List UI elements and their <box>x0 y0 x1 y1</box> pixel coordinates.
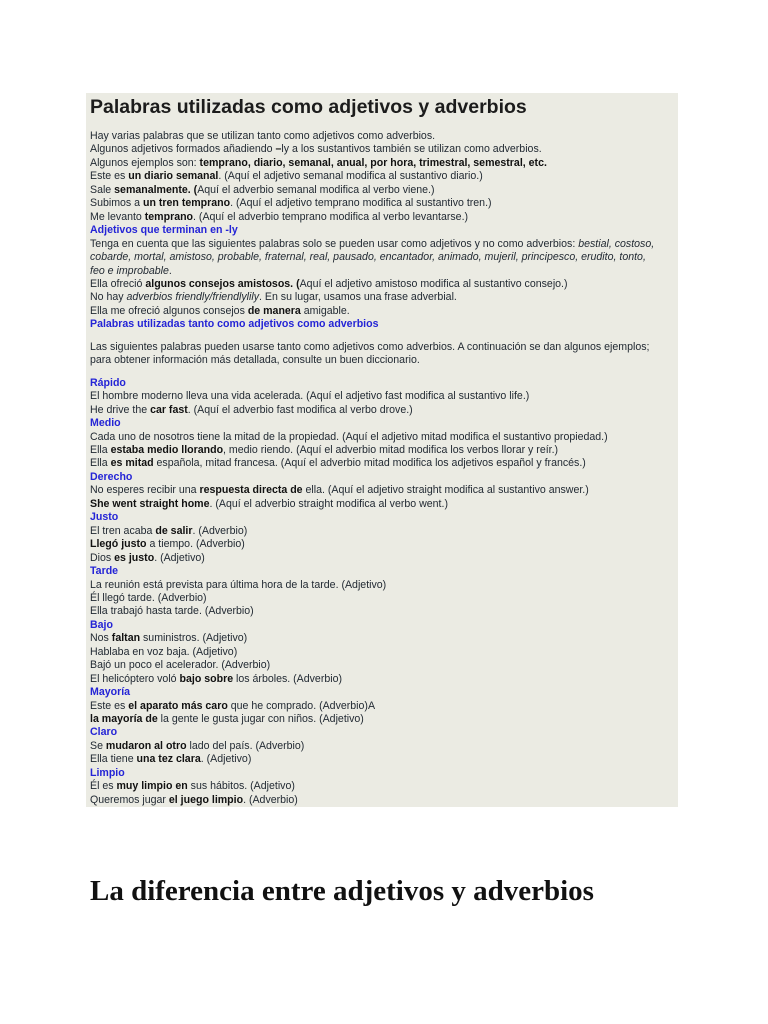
section-heading: Mayoría <box>90 686 131 699</box>
text-segment: Tenga en cuenta que las siguientes palabras solo se pueden usar como adjetivos y no como adverbios: <box>90 237 579 250</box>
text-segment: Algunos adjetivos formados añadiendo <box>90 143 276 156</box>
bold-text: de manera <box>247 304 301 317</box>
text-segment: . (Adjetivo) <box>200 753 252 766</box>
ly-block <box>90 238 678 319</box>
text-segment: Sale <box>90 183 115 196</box>
text-line <box>90 538 678 551</box>
text-segment: . (Aquí el adverbio temprano modifica al verbo levantarse.) <box>193 210 469 223</box>
text-segment: Se <box>90 739 106 752</box>
text-line <box>90 552 678 565</box>
text-line <box>90 170 678 183</box>
text-segment: . (Adverbio) <box>243 793 298 806</box>
text-segment: Algunos ejemplos son: <box>90 156 200 169</box>
text-segment: lado del país. (Adverbio) <box>186 739 305 752</box>
text-line <box>90 130 678 143</box>
text-segment: la gente le gusta jugar con niños. (Adjetivo) <box>157 713 364 726</box>
text-line <box>90 632 678 645</box>
bold-text: faltan <box>111 632 141 645</box>
section-heading: Bajo <box>90 618 113 631</box>
text-segment: Él es <box>90 780 117 793</box>
text-segment: Nos <box>90 632 112 645</box>
text-segment: El helicóptero voló <box>90 672 180 685</box>
text-segment: sus hábitos. (Adjetivo) <box>187 780 295 793</box>
bold-text: semanalmente. ( <box>114 183 198 196</box>
italic-text: bestial, costoso, cobarde, mortal, amistoso, probable, fraternal, real, pausado, encantador, animado, mujeril, principesco, erudito, tonto, feo e improbable <box>90 237 655 277</box>
text-line <box>90 278 678 291</box>
bold-text: el juego limpio <box>168 793 244 806</box>
text-line <box>90 498 678 511</box>
both-heading: Palabras utilizadas tanto como adjetivos como adverbios <box>90 318 379 331</box>
section-heading: Rápido <box>90 376 126 389</box>
text-segment: Hay varias palabras que se utilizan tanto como adjetivos como adverbios. <box>90 130 436 142</box>
text-line <box>90 780 678 793</box>
section-heading: Medio <box>90 417 121 430</box>
text-segment: . (Aquí el adverbio fast modifica al verbo drove.) <box>187 403 413 416</box>
text-line <box>90 525 678 538</box>
section-heading: Justo <box>90 511 119 524</box>
article-body <box>90 130 678 807</box>
text-segment: Este es <box>90 170 129 183</box>
bold-text: temprano, diario, semanal, anual, por hora, trimestral, semestral, etc. <box>199 156 547 169</box>
text-segment: a tiempo. (Adverbio) <box>146 538 245 551</box>
text-segment: La reunión está prevista para última hora de la tarde. (Adjetivo) <box>90 578 387 591</box>
text-segment: . (Adverbio) <box>192 524 248 537</box>
bold-text: es justo <box>114 551 155 564</box>
text-segment: He drive the <box>90 403 151 416</box>
text-line <box>90 157 678 170</box>
text-segment: ly a los sustantivos también se utilizan como adverbios. <box>281 143 542 156</box>
text-line <box>90 431 678 444</box>
text-segment: . <box>168 264 172 277</box>
section-heading: Claro <box>90 726 118 739</box>
text-line <box>90 794 678 807</box>
bold-text: algunos consejos amistosos. ( <box>145 277 300 290</box>
text-segment: Aquí el adverbio semanal modifica al verbo viene.) <box>197 183 435 196</box>
text-line <box>90 184 678 197</box>
ly-heading: Adjetivos que terminan en -ly <box>90 224 238 237</box>
text-segment: ella. (Aquí el adjetivo straight modifica al sustantivo answer.) <box>302 484 589 497</box>
both-intro: Las siguientes palabras pueden usarse tanto como adjetivos como adverbios. A continuación se dan algunos ejemplos; para obtener información más detallada, consulte un buen diccionario. <box>90 340 650 367</box>
bold-text: es mitad <box>110 457 154 470</box>
text-line <box>90 457 678 470</box>
bold-text: mudaron al otro <box>105 739 187 752</box>
text-line <box>90 291 678 304</box>
text-segment: . (Adjetivo) <box>154 551 205 564</box>
text-segment: . (Aquí el adjetivo semanal modifica al sustantivo diario.) <box>218 170 483 183</box>
text-line <box>90 713 678 726</box>
text-line <box>90 753 678 766</box>
bold-text: – <box>275 143 282 156</box>
text-line <box>90 579 678 592</box>
bold-text: el aparato más caro <box>128 699 228 712</box>
text-segment: Ella trabajó hasta tarde. (Adverbio) <box>90 605 254 618</box>
text-line <box>90 673 678 686</box>
text-line <box>90 197 678 210</box>
text-segment: Ella <box>90 457 111 470</box>
panel-title: Palabras utilizadas como adjetivos y adverbios <box>90 96 527 118</box>
bold-text: Llegó justo <box>90 538 147 551</box>
bold-text: una tez clara <box>136 753 201 766</box>
section-heading: Derecho <box>90 470 133 483</box>
bold-text: la mayoría de <box>90 713 158 726</box>
bold-text: bajo sobre <box>179 672 234 685</box>
intro-block <box>90 130 678 224</box>
text-segment: suministros. (Adjetivo) <box>140 632 248 645</box>
bold-text: respuesta directa de <box>199 484 303 497</box>
bold-text: un diario semanal <box>128 170 219 183</box>
text-segment: El tren acaba <box>90 524 156 537</box>
text-segment: Ella ofreció <box>90 277 146 290</box>
text-segment: El hombre moderno lleva una vida acelerada. (Aquí el adjetivo fast modifica al sustantivo life.) <box>90 390 530 403</box>
text-line <box>90 305 678 318</box>
section-heading: Tarde <box>90 565 119 578</box>
bold-text: un tren temprano <box>143 197 231 210</box>
text-line <box>90 646 678 659</box>
text-segment: Me levanto <box>90 210 145 223</box>
text-line <box>90 659 678 672</box>
text-line <box>90 444 678 457</box>
text-line <box>90 740 678 753</box>
text-segment: Ella tiene <box>90 753 137 766</box>
text-line <box>90 592 678 605</box>
bold-text: de salir <box>155 524 193 537</box>
bold-text: car fast <box>150 403 188 416</box>
article-panel <box>86 93 678 807</box>
bold-text: She went straight home <box>90 497 210 510</box>
text-line <box>90 211 678 224</box>
text-segment: Dios <box>90 551 115 564</box>
text-segment: Aquí el adjetivo amistoso modifica al sustantivo consejo.) <box>299 277 568 290</box>
text-line <box>90 238 678 278</box>
text-line <box>90 605 678 618</box>
text-segment: que he comprado. (Adverbio)A <box>227 699 376 712</box>
text-segment: Él llegó tarde. (Adverbio) <box>90 591 207 604</box>
text-line <box>90 700 678 713</box>
bottom-heading: La diferencia entre adjetivos y adverbios <box>90 875 594 907</box>
text-segment: , medio riendo. (Aquí el adverbio mitad modifica los verbos llorar y reír.) <box>223 443 559 456</box>
italic-text: adverbios friendly/friendlylily <box>126 291 259 304</box>
bold-text: temprano <box>144 210 194 223</box>
text-segment: Ella <box>90 443 111 456</box>
bold-text: muy limpio en <box>116 780 188 793</box>
text-segment: Queremos jugar <box>90 793 169 806</box>
text-segment: española, mitad francesa. (Aquí el adverbio mitad modifica los adjetivos español y francés.) <box>153 457 586 470</box>
text-segment: Este es <box>90 699 129 712</box>
text-segment: los árboles. (Adverbio) <box>233 672 343 685</box>
text-line <box>90 484 678 497</box>
sections-block <box>90 377 678 808</box>
text-line <box>90 390 678 403</box>
text-segment: Hablaba en voz baja. (Adjetivo) <box>90 645 238 658</box>
section-heading: Limpio <box>90 766 125 779</box>
text-segment: Subimos a <box>90 197 143 210</box>
text-segment: Cada uno de nosotros tiene la mitad de la propiedad. (Aquí el adjetivo mitad modifica el sustantivo propiedad.) <box>90 430 608 443</box>
text-segment: . (Aquí el adverbio straight modifica al verbo went.) <box>209 497 448 510</box>
text-segment: Ella me ofreció algunos consejos <box>90 304 248 317</box>
text-segment: Bajó un poco el acelerador. (Adverbio) <box>90 659 271 672</box>
text-segment: . En su lugar, usamos una frase adverbial. <box>259 291 457 304</box>
text-line <box>90 404 678 417</box>
bold-text: estaba medio llorando <box>110 443 224 456</box>
text-segment: . (Aquí el adjetivo temprano modifica al sustantivo tren.) <box>230 197 492 210</box>
text-segment: No esperes recibir una <box>90 484 200 497</box>
text-segment: amigable. <box>300 304 350 317</box>
text-segment: No hay <box>90 291 127 304</box>
text-line <box>90 143 678 156</box>
